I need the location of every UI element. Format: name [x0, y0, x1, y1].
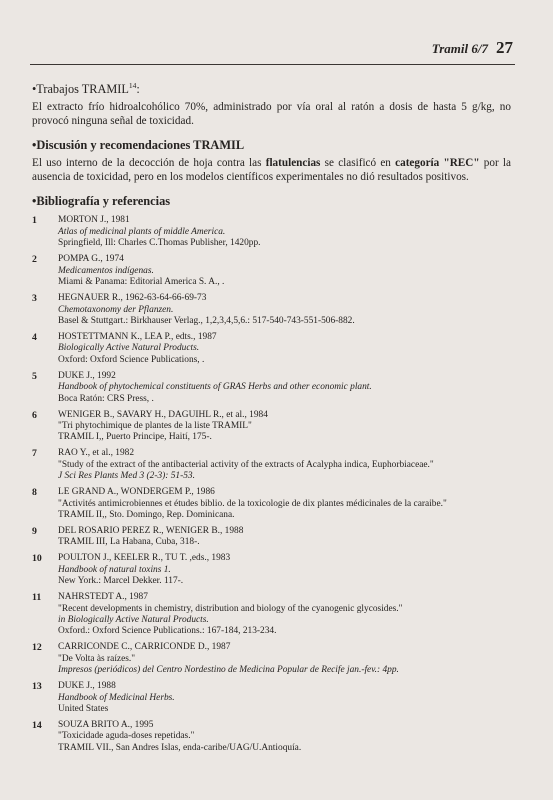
page-header — [432, 38, 513, 58]
reference-item — [32, 592, 511, 638]
trabajos-text: El extracto frío hidroalcohólico 70%, administrado por vía oral al ratón a dosis de hasta 5 g/kg, no provocó ninguna señal de toxicidad. — [32, 101, 511, 127]
reference-number: 4 — [32, 331, 37, 343]
header-rule — [30, 64, 515, 65]
reference-line: Springfield, Ill: Charles C.Thomas Publisher, 1420pp. — [58, 238, 261, 249]
reference-item — [32, 642, 511, 676]
reference-line: TRAMIL II,, Sto. Domingo, Rep. Dominicana. — [58, 509, 235, 520]
reference-line: "Toxicidade aguda-doses repetidas." — [58, 731, 195, 742]
reference-number: 14 — [32, 720, 42, 732]
reference-item — [32, 720, 511, 754]
trabajos-heading — [32, 78, 511, 97]
bibliografia-heading: •Bibliografía y referencias — [32, 194, 171, 209]
discusion-text-part: El uso interno de la decocción de hoja contra las — [32, 157, 266, 170]
reference-item — [32, 293, 511, 327]
reference-line: New York.: Marcel Dekker. 117-. — [58, 576, 184, 587]
reference-number: 11 — [32, 592, 42, 604]
page-content — [32, 78, 511, 759]
reference-line: Basel & Stuttgart.: Birkhauser Verlag., 1,2,3,4,5,6.: 517-540-743-551-506-882. — [58, 315, 355, 326]
reference-line: Atlas of medicinal plants of middle America. — [58, 226, 226, 237]
reference-number: 5 — [32, 370, 37, 382]
reference-line: TRAMIL III, La Habana, Cuba, 318-. — [58, 537, 200, 548]
reference-line: LE GRAND A., WONDERGEM P., 1986 — [58, 487, 215, 498]
reference-body — [58, 215, 511, 249]
reference-line: NAHRSTEDT A., 1987 — [58, 592, 148, 603]
reference-line: DUKE J., 1992 — [58, 370, 116, 381]
reference-line: in Biologically Active Natural Products. — [58, 615, 209, 625]
reference-line: Biologically Active Natural Products. — [58, 343, 200, 354]
reference-body — [58, 553, 511, 587]
reference-line: HEGNAUER R., 1962-63-64-66-69-73 — [58, 293, 207, 304]
reference-line: Handbook of Medicinal Herbs. — [58, 692, 175, 703]
reference-line: "Recent developments in chemistry, distribution and biology of the cyanogenic glycosides." — [58, 603, 403, 614]
reference-line: Oxford.: Oxford Science Publications.: 167-184, 213-234. — [58, 626, 277, 637]
reference-number: 8 — [32, 487, 37, 499]
reference-line: TRAMIL VII., San Andres Islas, enda-caribe/UAG/U.Antioquía. — [58, 742, 302, 753]
reference-body — [58, 254, 511, 288]
reference-body — [58, 293, 511, 327]
reference-number: 7 — [32, 448, 37, 460]
trabajos-label: •Trabajos TRAMIL — [32, 82, 129, 97]
discusion-bold-term: categoría "REC" — [395, 157, 480, 170]
reference-number: 1 — [32, 215, 37, 227]
reference-body — [58, 681, 511, 715]
reference-item — [32, 410, 511, 444]
discusion-text-part: se clasificó en — [320, 157, 396, 170]
reference-line: Boca Ratón: CRS Press, . — [58, 393, 154, 404]
discusion-text — [32, 157, 511, 184]
reference-list — [32, 215, 511, 754]
reference-body — [58, 642, 511, 676]
reference-body — [58, 720, 511, 754]
reference-line: DUKE J., 1988 — [58, 681, 116, 692]
reference-line: Medicamentos indígenas. — [58, 265, 154, 276]
reference-body — [58, 410, 511, 444]
reference-line: DEL ROSARIO PEREZ R., WENIGER B., 1988 — [58, 525, 244, 536]
reference-line: Handbook of natural toxins 1. — [58, 564, 171, 575]
reference-body — [58, 526, 511, 549]
reference-body — [58, 487, 511, 521]
reference-line: "Study of the extract of the antibacterial activity of the extracts of Acalypha indica, Euphorbiaceae." — [58, 459, 434, 470]
reference-number: 10 — [32, 553, 42, 565]
reference-body — [58, 448, 511, 482]
reference-item — [32, 526, 511, 549]
reference-number: 2 — [32, 254, 37, 266]
reference-item — [32, 371, 511, 405]
running-title: Tramil 6/7 — [431, 41, 488, 56]
reference-item — [32, 215, 511, 249]
reference-line: Oxford: Oxford Science Publications, . — [58, 354, 205, 365]
reference-item — [32, 487, 511, 521]
reference-line: Miami & Panama: Editorial America S. A., . — [58, 277, 225, 288]
reference-line: J Sci Res Plants Med 3 (2-3): 51-53. — [58, 471, 195, 482]
trabajos-superscript: 14 — [128, 81, 137, 90]
reference-item — [32, 448, 511, 482]
reference-line: "Activités antimicrobiennes et études biblio. de la toxicologie de dix plantes médicinales de la caraibe." — [58, 498, 447, 509]
discusion-text-part: por la ausencia de toxicidad, pero en los modelos científicos experimentales no dió resultados positivos. — [32, 157, 511, 183]
reference-line: RAO Y., et al., 1982 — [58, 448, 135, 459]
page-number: 27 — [496, 38, 513, 57]
reference-item — [32, 681, 511, 715]
reference-number: 12 — [32, 642, 42, 654]
reference-line: TRAMIL I,, Puerto Principe, Haití, 175-. — [58, 432, 212, 443]
reference-line: SOUZA BRITO A., 1995 — [58, 720, 154, 731]
reference-line: WENIGER B., SAVARY H., DAGUIHL R., et al., 1984 — [58, 409, 268, 420]
reference-body — [58, 592, 511, 638]
reference-line: "Tri phytochimique de plantes de la liste TRAMIL" — [58, 420, 252, 431]
reference-number: 6 — [32, 409, 37, 421]
reference-line: Handbook of phytochemical constituents of GRAS Herbs and other economic plant. — [58, 382, 372, 393]
reference-line: United States — [58, 704, 109, 715]
discusion-heading: •Discusión y recomendaciones TRAMIL — [32, 138, 245, 153]
reference-line: POMPA G., 1974 — [58, 254, 124, 265]
reference-item — [32, 332, 511, 366]
reference-line: POULTON J., KEELER R., TU T. ,eds., 1983 — [58, 553, 231, 564]
reference-line: Impresos (periódicos) del Centro Nordestino de Medicina Popular de Recife jan.-fev.: 4pp. — [58, 665, 399, 676]
reference-line: HOSTETTMANN K., LEA P., edts., 1987 — [58, 331, 217, 342]
reference-item — [32, 553, 511, 587]
reference-line: MORTON J., 1981 — [58, 215, 130, 226]
reference-number: 13 — [32, 681, 42, 693]
trabajos-colon: : — [136, 82, 140, 97]
reference-item — [32, 254, 511, 288]
reference-line: "De Volta às raízes." — [58, 653, 136, 664]
reference-number: 9 — [32, 525, 37, 537]
reference-body — [58, 332, 511, 366]
reference-line: CARRICONDE C., CARRICONDE D., 1987 — [58, 642, 231, 653]
reference-number: 3 — [32, 293, 37, 305]
reference-line: Chemotaxonomy der Pflanzen. — [58, 304, 174, 315]
discusion-bold-term: flatulencias — [265, 157, 321, 170]
reference-body — [58, 371, 511, 405]
